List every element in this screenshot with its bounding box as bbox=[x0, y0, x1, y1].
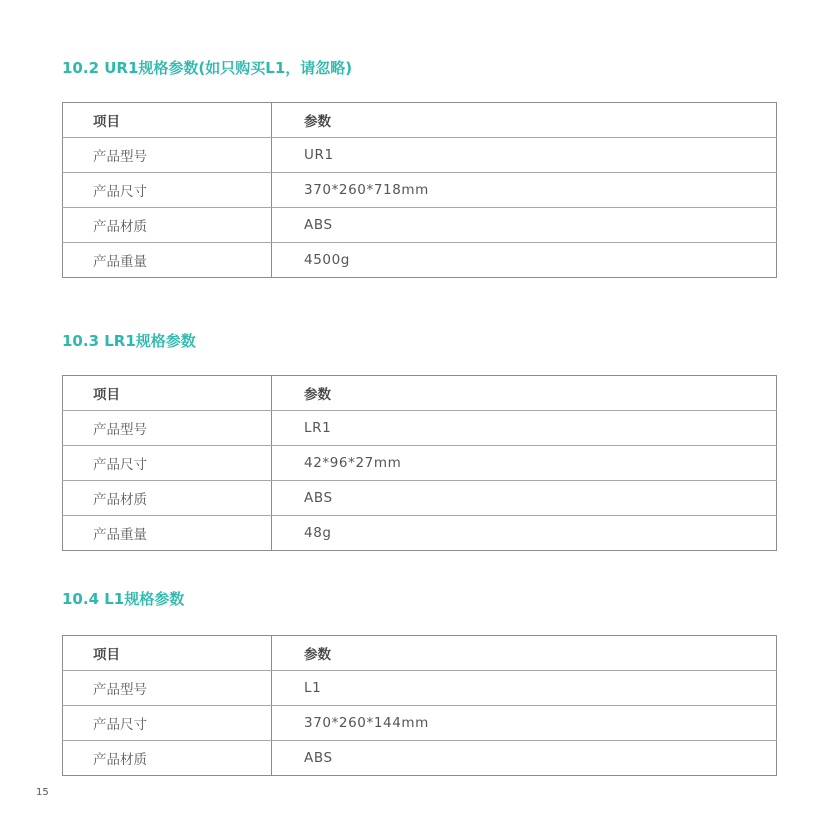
table-row bbox=[63, 671, 777, 706]
header-item: 项目 bbox=[63, 103, 272, 138]
spec-table-l1 bbox=[62, 635, 777, 776]
table-row bbox=[63, 138, 777, 173]
row-value: 370*260*718mm bbox=[272, 173, 777, 208]
section-title-lr1: 10.3 LR1规格参数 bbox=[62, 332, 196, 350]
table-row bbox=[63, 446, 777, 481]
header-item: 项目 bbox=[63, 636, 272, 671]
row-label: 产品尺寸 bbox=[63, 173, 272, 208]
table-header-row bbox=[63, 376, 777, 411]
table-row bbox=[63, 208, 777, 243]
table-row bbox=[63, 741, 777, 776]
row-label: 产品重量 bbox=[63, 243, 272, 278]
row-value: LR1 bbox=[272, 411, 777, 446]
row-label: 产品尺寸 bbox=[63, 706, 272, 741]
row-label: 产品材质 bbox=[63, 208, 272, 243]
row-label: 产品尺寸 bbox=[63, 446, 272, 481]
row-label: 产品材质 bbox=[63, 741, 272, 776]
row-label: 产品重量 bbox=[63, 516, 272, 551]
table-row bbox=[63, 411, 777, 446]
header-param: 参数 bbox=[272, 636, 777, 671]
row-label: 产品型号 bbox=[63, 138, 272, 173]
header-item: 项目 bbox=[63, 376, 272, 411]
row-label: 产品型号 bbox=[63, 671, 272, 706]
row-value: ABS bbox=[272, 481, 777, 516]
table-row bbox=[63, 243, 777, 278]
table-row bbox=[63, 516, 777, 551]
row-value: L1 bbox=[272, 671, 777, 706]
row-value: ABS bbox=[304, 750, 333, 766]
page-number: 15 bbox=[36, 787, 49, 798]
table-header-row bbox=[63, 103, 777, 138]
table-row bbox=[63, 706, 777, 741]
section-title-ur1: 10.2 UR1规格参数(如只购买L1，请忽略) bbox=[62, 59, 353, 77]
header-param: 参数 bbox=[272, 376, 777, 411]
row-value: 42*96*27mm bbox=[272, 446, 777, 481]
table-row bbox=[63, 173, 777, 208]
row-label: 产品型号 bbox=[63, 411, 272, 446]
row-value: 4500g bbox=[304, 252, 350, 268]
row-value: 370*260*144mm bbox=[272, 706, 777, 741]
spec-table-lr1 bbox=[62, 375, 777, 551]
table-header-row bbox=[63, 636, 777, 671]
spec-table-ur1 bbox=[62, 102, 777, 278]
header-param: 参数 bbox=[272, 103, 777, 138]
row-label: 产品材质 bbox=[63, 481, 272, 516]
row-value: ABS bbox=[272, 208, 777, 243]
section-title-l1: 10.4 L1规格参数 bbox=[62, 590, 185, 608]
table-row bbox=[63, 481, 777, 516]
row-value: UR1 bbox=[272, 138, 777, 173]
row-value: 48g bbox=[304, 525, 332, 541]
